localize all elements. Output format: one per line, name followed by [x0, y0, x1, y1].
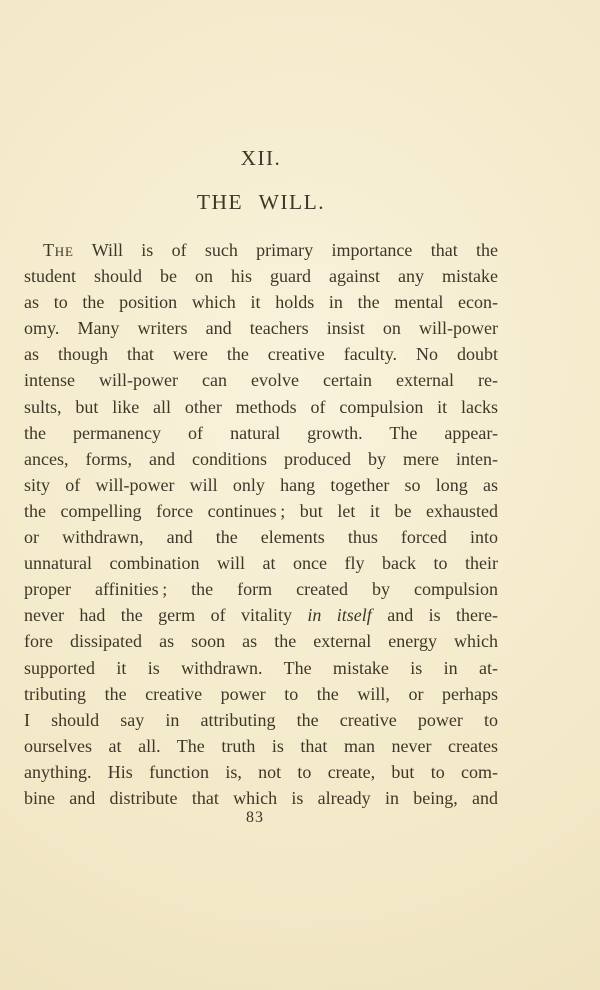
text-segment: tributing the creative power to the will, or perhaps — [24, 683, 498, 704]
text-segment: never had the germ of vitality — [24, 605, 308, 626]
text-line — [24, 367, 498, 393]
text-segment: supported it is withdrawn. The mistake is in at- — [24, 657, 498, 678]
text-line — [24, 733, 498, 759]
text-line — [24, 472, 498, 498]
text-line — [24, 446, 498, 472]
text-line — [24, 498, 498, 524]
text-segment: bine and distribute that which is already in being, and — [24, 787, 498, 808]
text-segment: I should say in attributing the creative power to — [24, 709, 498, 730]
text-segment: fore dissipated as soon as the external energy which — [24, 631, 498, 652]
text-line — [24, 759, 498, 785]
section-title: THE WILL. — [196, 190, 326, 214]
text-segment: sity of will-power will only hang together so long as — [24, 474, 498, 495]
text-segment: as though that were the creative faculty. No doubt — [24, 344, 498, 365]
text-segment: Will is of such primary importance that the — [73, 240, 498, 260]
text-segment: sults, but like all other methods of compulsion it lacks — [24, 396, 498, 417]
text-line — [24, 707, 498, 733]
text-segment: the compelling force continues ; but let it be exhausted — [24, 500, 498, 521]
text-segment: proper affinities ; the form created by compulsion — [24, 579, 498, 600]
text-line — [24, 602, 498, 628]
text-line — [24, 576, 498, 602]
italic-text: in itself — [307, 605, 372, 626]
text-segment: ances, forms, and conditions produced by mere inten- — [24, 448, 498, 469]
text-line — [24, 785, 498, 811]
text-line — [24, 550, 498, 576]
text-segment: and is there- — [371, 605, 498, 626]
text-segment: the permanency of natural growth. The appear- — [24, 422, 498, 443]
text-line — [24, 341, 498, 367]
text-segment: omy. Many writers and teachers insist on will-power — [24, 318, 498, 339]
text-line — [24, 289, 498, 315]
text-line — [24, 315, 498, 341]
page-number: 83 — [246, 809, 264, 826]
text-segment: intense will-power can evolve certain external re- — [24, 370, 498, 391]
text-segment: as to the position which it holds in the mental econ- — [24, 292, 498, 313]
text-segment: student should be on his guard against any mistake — [24, 266, 498, 287]
text-line — [24, 394, 498, 420]
text-line — [24, 237, 498, 263]
body-paragraph — [24, 237, 498, 811]
text-line — [24, 263, 498, 289]
smallcaps-text: The — [43, 240, 74, 260]
text-line — [24, 420, 498, 446]
text-line — [24, 628, 498, 654]
text-line — [24, 681, 498, 707]
text-line — [24, 524, 498, 550]
text-line — [24, 655, 498, 681]
text-segment: ourselves at all. The truth is that man never creates — [24, 735, 498, 756]
chapter-heading: XII. — [240, 146, 282, 170]
text-segment: anything. His function is, not to create, but to com- — [24, 761, 498, 782]
text-segment: or withdrawn, and the elements thus forced into — [24, 527, 498, 548]
text-segment: unnatural combination will at once fly back to their — [24, 553, 498, 574]
